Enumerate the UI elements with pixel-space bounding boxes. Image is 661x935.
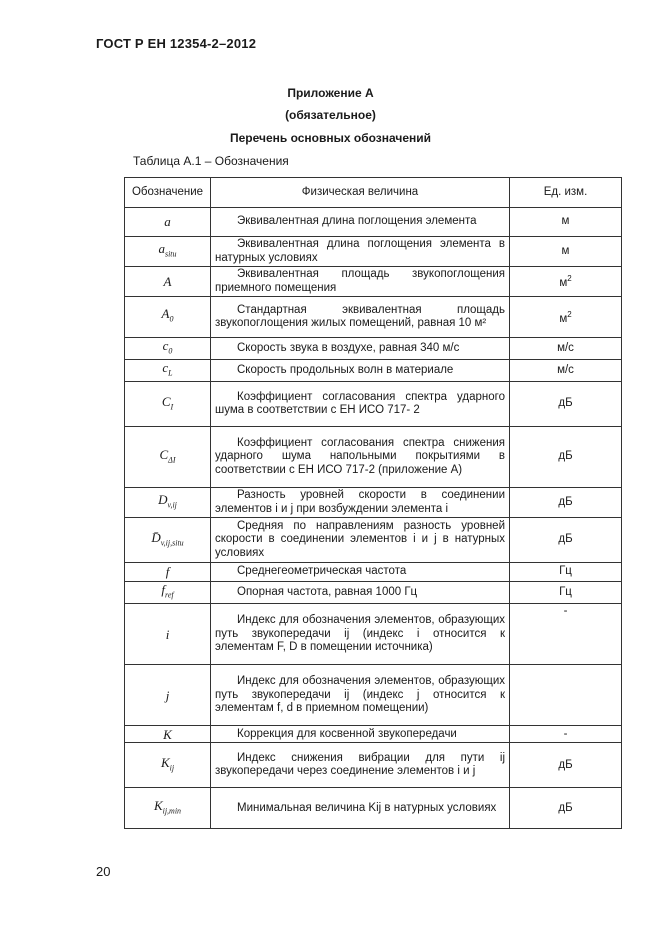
quantity-text: Минимальная величина Kij в натурных условиях (237, 801, 497, 814)
unit-text: м (559, 312, 568, 325)
table-row (125, 488, 622, 518)
quantity-text: Стандартная эквивалентная площадь звукопоглощения жилых помещений, равная 10 м² (215, 303, 505, 329)
symbol-text: C (161, 393, 171, 409)
symbol-text: D (158, 492, 168, 508)
symbol-text: C (159, 446, 169, 462)
symbol-text: c (162, 360, 169, 376)
unit-text: Гц (559, 565, 572, 578)
symbol-cell (125, 297, 211, 338)
symbol-subscript: 0 (169, 315, 174, 325)
unit-cell (510, 427, 622, 488)
table-row (125, 582, 622, 604)
symbol-cell (125, 338, 211, 360)
symbol-cell (125, 788, 211, 829)
quantity-cell (211, 427, 510, 488)
quantity-text: Коррекция для косвенной звукопередачи (237, 727, 457, 740)
symbol-subscript: ij,min (162, 806, 182, 816)
quantity-text: Опорная частота, равная 1000 Гц (237, 585, 418, 598)
symbol-text: i (165, 626, 170, 642)
unit-text: дБ (558, 533, 573, 546)
symbol-cell (125, 743, 211, 788)
symbol-text: A (161, 306, 170, 322)
quantity-text: Индекс для обозначения элементов, образующих путь звукопередачи ij (индекс j относится к элементам f, d в приемном помещении) (215, 675, 505, 715)
symbol-text: a (164, 214, 171, 230)
symbol-text: a (158, 240, 165, 256)
unit-text: м/с (557, 363, 574, 376)
unit-superscript: 2 (567, 274, 572, 284)
quantity-cell (211, 604, 510, 665)
quantity-cell (211, 382, 510, 427)
quantity-text: Коэффициент согласования спектра ударного шума в соответствии с ЕН ИСО 717- 2 (215, 390, 505, 417)
table-caption: Таблица А.1 – Обозначения (133, 154, 289, 168)
quantity-cell (211, 267, 510, 297)
table-row (125, 338, 622, 360)
unit-cell (510, 665, 622, 726)
unit-cell (510, 237, 622, 267)
symbol-cell (125, 237, 211, 267)
quantity-text: Индекс снижения вибрации для пути ij звукопередачи через соединение элементов i и j (215, 751, 505, 778)
quantity-text: Разность уровней скорости в соединении элементов i и j при возбуждении элемента i (215, 489, 505, 515)
unit-cell (510, 208, 622, 237)
unit-text: Гц (559, 585, 572, 598)
appendix-title: Приложение А (287, 86, 374, 100)
table-row (125, 518, 622, 563)
unit-text: м (561, 244, 570, 257)
quantity-cell (211, 582, 510, 604)
column-header-unit: Ед. изм. (510, 178, 622, 208)
symbol-text: j (165, 687, 170, 703)
symbol-text: D̄ (151, 529, 161, 545)
symbol-cell (125, 582, 211, 604)
unit-cell (510, 518, 622, 563)
quantity-cell (211, 726, 510, 743)
appendix-heading: Перечень основных обозначений (229, 131, 432, 145)
quantity-text: Средняя по направлениям разность уровней скорости в соединении элементов i и j в натурных условиях (215, 519, 505, 559)
unit-cell (510, 788, 622, 829)
symbol-cell (125, 382, 211, 427)
symbol-cell (125, 726, 211, 743)
unit-text: дБ (558, 801, 573, 814)
quantity-cell (211, 360, 510, 382)
unit-cell (510, 604, 622, 665)
symbol-subscript: ref (165, 590, 174, 600)
symbol-cell (125, 267, 211, 297)
quantity-text: Среднегеометрическая частота (237, 565, 407, 578)
symbols-table (124, 177, 622, 829)
unit-text: дБ (558, 495, 573, 508)
symbol-cell (125, 518, 211, 563)
symbol-text: K (153, 797, 163, 813)
symbol-cell (125, 208, 211, 237)
column-header-quantity: Физическая величина (211, 178, 510, 208)
table-row (125, 237, 622, 267)
quantity-text: Эквивалентная длина поглощения элемента в натурных условиях (215, 238, 505, 264)
table-row (125, 563, 622, 582)
symbol-subscript: ij (169, 763, 175, 773)
quantity-cell (211, 518, 510, 563)
table-row (125, 726, 622, 743)
appendix-status: (обязательное) (285, 108, 376, 122)
unit-cell (510, 743, 622, 788)
unit-cell (510, 582, 622, 604)
unit-cell (510, 382, 622, 427)
symbol-text: c (162, 338, 169, 353)
quantity-cell (211, 665, 510, 726)
symbol-cell (125, 604, 211, 665)
table-row (125, 382, 622, 427)
quantity-cell (211, 338, 510, 360)
unit-superscript: 2 (567, 309, 572, 319)
symbol-text: A (163, 273, 172, 289)
quantity-cell (211, 788, 510, 829)
symbol-cell (125, 563, 211, 582)
table-header-row (125, 178, 622, 208)
document-header: ГОСТ Р ЕН 12354-2–2012 (96, 36, 257, 51)
symbol-text: K (160, 754, 170, 770)
table-row (125, 665, 622, 726)
unit-text: - (563, 605, 568, 618)
symbol-subscript: situ (164, 249, 177, 259)
table-row (125, 208, 622, 237)
unit-text: м (559, 277, 568, 290)
unit-text: дБ (558, 758, 573, 771)
symbol-subscript: v,ij,situ (160, 538, 184, 548)
table-row (125, 360, 622, 382)
quantity-cell (211, 237, 510, 267)
symbol-subscript: L (168, 368, 173, 378)
unit-text: дБ (558, 397, 573, 410)
table-row (125, 743, 622, 788)
symbol-cell (125, 427, 211, 488)
symbol-cell (125, 488, 211, 518)
quantity-text: Скорость продольных волн в материале (237, 363, 454, 376)
symbol-subscript: 0 (168, 346, 173, 356)
quantity-text: Эквивалентная площадь звукопоглощения приемного помещения (215, 268, 505, 294)
symbol-subscript: v,ij (167, 500, 177, 510)
symbol-subscript: ΔI (168, 455, 176, 465)
table-row (125, 604, 622, 665)
column-header-symbol: Обозначение (125, 178, 211, 208)
quantity-text: Эквивалентная длина поглощения элемента (237, 215, 477, 228)
symbol-cell (125, 665, 211, 726)
unit-cell (510, 563, 622, 582)
symbol-cell (125, 360, 211, 382)
unit-cell (510, 267, 622, 297)
table-row (125, 788, 622, 829)
unit-text: м (561, 215, 570, 228)
quantity-text: Коэффициент согласования спектра снижения ударного шума напольными покрытиями в соответствии с ЕН ИСО 717-2 (приложение А) (215, 436, 505, 476)
table-row (125, 267, 622, 297)
quantity-text: Индекс для обозначения элементов, образующих путь звукопередачи ij (индекс i относится к элементам F, D в помещении источника) (215, 614, 505, 654)
unit-cell (510, 360, 622, 382)
page-number: 20 (96, 864, 111, 879)
table-row (125, 297, 622, 338)
unit-cell (510, 488, 622, 518)
unit-cell (510, 297, 622, 338)
symbol-text: f (165, 564, 170, 580)
unit-text: м/с (557, 341, 574, 354)
table-row (125, 427, 622, 488)
quantity-cell (211, 743, 510, 788)
quantity-cell (211, 563, 510, 582)
quantity-text: Скорость звука в воздухе, равная 340 м/с (237, 341, 460, 354)
symbol-text: K (163, 726, 172, 742)
unit-cell (510, 726, 622, 743)
quantity-cell (211, 208, 510, 237)
quantity-cell (211, 488, 510, 518)
unit-text: дБ (558, 450, 573, 463)
unit-text: - (563, 727, 568, 740)
symbol-text: f (161, 582, 166, 598)
unit-cell (510, 338, 622, 360)
quantity-cell (211, 297, 510, 338)
symbol-subscript: I (170, 402, 174, 412)
